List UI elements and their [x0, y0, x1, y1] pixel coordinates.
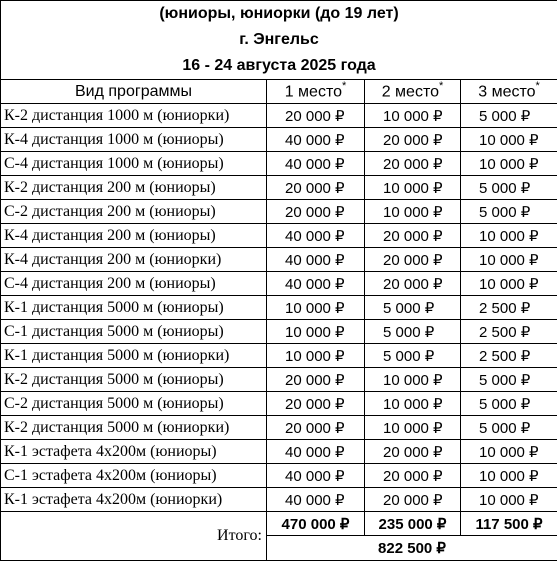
- program-name: К-2 дистанция 5000 м (юниорки): [1, 416, 267, 440]
- prize-place-2: 5 000 ₽: [365, 296, 461, 320]
- table-row: [1, 344, 557, 368]
- prize-place-1: 40 000 ₽: [267, 440, 365, 464]
- table-row: [1, 200, 557, 224]
- table-row: [1, 224, 557, 248]
- prize-place-3: 10 000 ₽: [461, 152, 557, 176]
- prize-place-2: 5 000 ₽: [365, 320, 461, 344]
- table-row: [1, 104, 557, 128]
- prize-place-3: 2 500 ₽: [461, 296, 557, 320]
- prize-place-1: 20 000 ₽: [267, 416, 365, 440]
- prize-place-2: 20 000 ₽: [365, 248, 461, 272]
- prize-place-1: 40 000 ₽: [267, 272, 365, 296]
- column-header-place-2: [365, 80, 461, 104]
- prize-place-2: 20 000 ₽: [365, 440, 461, 464]
- prize-place-2: 20 000 ₽: [365, 488, 461, 512]
- table-row: [1, 152, 557, 176]
- table-row: [1, 440, 557, 464]
- table-row: [1, 176, 557, 200]
- prize-place-2: 10 000 ₽: [365, 416, 461, 440]
- prize-place-1: 40 000 ₽: [267, 224, 365, 248]
- prize-place-2: 10 000 ₽: [365, 176, 461, 200]
- program-name: С-2 дистанция 5000 м (юниоры): [1, 392, 267, 416]
- prize-place-1: 20 000 ₽: [267, 392, 365, 416]
- prize-place-3: 10 000 ₽: [461, 440, 557, 464]
- table-row: [1, 368, 557, 392]
- program-name: К-4 дистанция 1000 м (юниоры): [1, 128, 267, 152]
- prize-place-2: 10 000 ₽: [365, 104, 461, 128]
- asterisk-mark: *: [536, 80, 540, 92]
- prize-place-1: 40 000 ₽: [267, 488, 365, 512]
- program-name: К-1 дистанция 5000 м (юниоры): [1, 296, 267, 320]
- asterisk-mark: *: [342, 80, 346, 92]
- program-name: С-1 эстафета 4х200м (юниоры): [1, 464, 267, 488]
- table-row: [1, 464, 557, 488]
- prize-place-2: 20 000 ₽: [365, 128, 461, 152]
- prize-place-1: 10 000 ₽: [267, 296, 365, 320]
- prize-place-1: 20 000 ₽: [267, 368, 365, 392]
- totals-row: [1, 512, 557, 536]
- table-row: [1, 296, 557, 320]
- column-header-place-1: [267, 80, 365, 104]
- prize-place-3: 5 000 ₽: [461, 200, 557, 224]
- table-row: [1, 128, 557, 152]
- prize-place-3: 2 500 ₽: [461, 344, 557, 368]
- prize-place-1: 10 000 ₽: [267, 344, 365, 368]
- prize-place-3: 10 000 ₽: [461, 272, 557, 296]
- prize-place-1: 40 000 ₽: [267, 128, 365, 152]
- total-place-2: 235 000 ₽: [365, 512, 461, 536]
- program-name: К-4 дистанция 200 м (юниорки): [1, 248, 267, 272]
- prize-place-3: 10 000 ₽: [461, 488, 557, 512]
- prize-place-3: 5 000 ₽: [461, 104, 557, 128]
- total-place-3: 117 500 ₽: [461, 512, 557, 536]
- column-header-program: Вид программы: [1, 80, 267, 104]
- prize-place-1: 40 000 ₽: [267, 248, 365, 272]
- program-name: К-2 дистанция 5000 м (юниоры): [1, 368, 267, 392]
- prize-place-3: 5 000 ₽: [461, 368, 557, 392]
- totals-label: Итого:: [1, 512, 267, 561]
- prize-place-2: 20 000 ₽: [365, 464, 461, 488]
- program-name: К-2 дистанция 200 м (юниоры): [1, 176, 267, 200]
- total-place-1: 470 000 ₽: [267, 512, 365, 536]
- program-name: К-1 эстафета 4х200м (юниоры): [1, 440, 267, 464]
- prize-place-1: 20 000 ₽: [267, 104, 365, 128]
- asterisk-mark: *: [439, 80, 443, 92]
- prize-place-1: 40 000 ₽: [267, 464, 365, 488]
- prize-place-2: 10 000 ₽: [365, 200, 461, 224]
- place-2-label: 2 место: [382, 84, 439, 101]
- program-name: К-1 дистанция 5000 м (юниорки): [1, 344, 267, 368]
- program-name: С-1 дистанция 5000 м (юниоры): [1, 320, 267, 344]
- prize-place-2: 20 000 ₽: [365, 272, 461, 296]
- prize-place-1: 20 000 ₽: [267, 176, 365, 200]
- prize-place-3: 10 000 ₽: [461, 248, 557, 272]
- header-line-2: г. Энгельс: [1, 27, 557, 53]
- column-header-place-3: [461, 80, 557, 104]
- column-header-row: [1, 80, 557, 104]
- program-name: К-4 дистанция 200 м (юниоры): [1, 224, 267, 248]
- prize-place-1: 10 000 ₽: [267, 320, 365, 344]
- table-row: [1, 272, 557, 296]
- program-name: С-4 дистанция 1000 м (юниоры): [1, 152, 267, 176]
- program-name: С-2 дистанция 200 м (юниоры): [1, 200, 267, 224]
- program-name: К-2 дистанция 1000 м (юниорки): [1, 104, 267, 128]
- program-name: К-1 эстафета 4х200м (юниорки): [1, 488, 267, 512]
- prize-place-2: 10 000 ₽: [365, 368, 461, 392]
- place-1-label: 1 место: [285, 84, 342, 101]
- prize-place-2: 5 000 ₽: [365, 344, 461, 368]
- table-row: [1, 488, 557, 512]
- prize-place-3: 5 000 ₽: [461, 392, 557, 416]
- prize-place-3: 10 000 ₽: [461, 224, 557, 248]
- table-row: [1, 320, 557, 344]
- prize-place-3: 10 000 ₽: [461, 128, 557, 152]
- header-line-3: 16 - 24 августа 2025 года: [1, 53, 557, 80]
- program-name: С-4 дистанция 200 м (юниоры): [1, 272, 267, 296]
- prize-place-2: 20 000 ₽: [365, 152, 461, 176]
- table-row: [1, 416, 557, 440]
- prize-place-3: 10 000 ₽: [461, 464, 557, 488]
- prize-place-2: 10 000 ₽: [365, 392, 461, 416]
- prize-place-1: 20 000 ₽: [267, 200, 365, 224]
- header-line-1: (юниоры, юниорки (до 19 лет): [1, 1, 557, 27]
- table-row: [1, 248, 557, 272]
- prize-place-3: 5 000 ₽: [461, 176, 557, 200]
- prize-place-3: 5 000 ₽: [461, 416, 557, 440]
- grand-total: 822 500 ₽: [267, 536, 557, 561]
- place-3-label: 3 место: [478, 84, 535, 101]
- prize-place-3: 2 500 ₽: [461, 320, 557, 344]
- table-row: [1, 392, 557, 416]
- prize-place-2: 20 000 ₽: [365, 224, 461, 248]
- prize-place-1: 40 000 ₽: [267, 152, 365, 176]
